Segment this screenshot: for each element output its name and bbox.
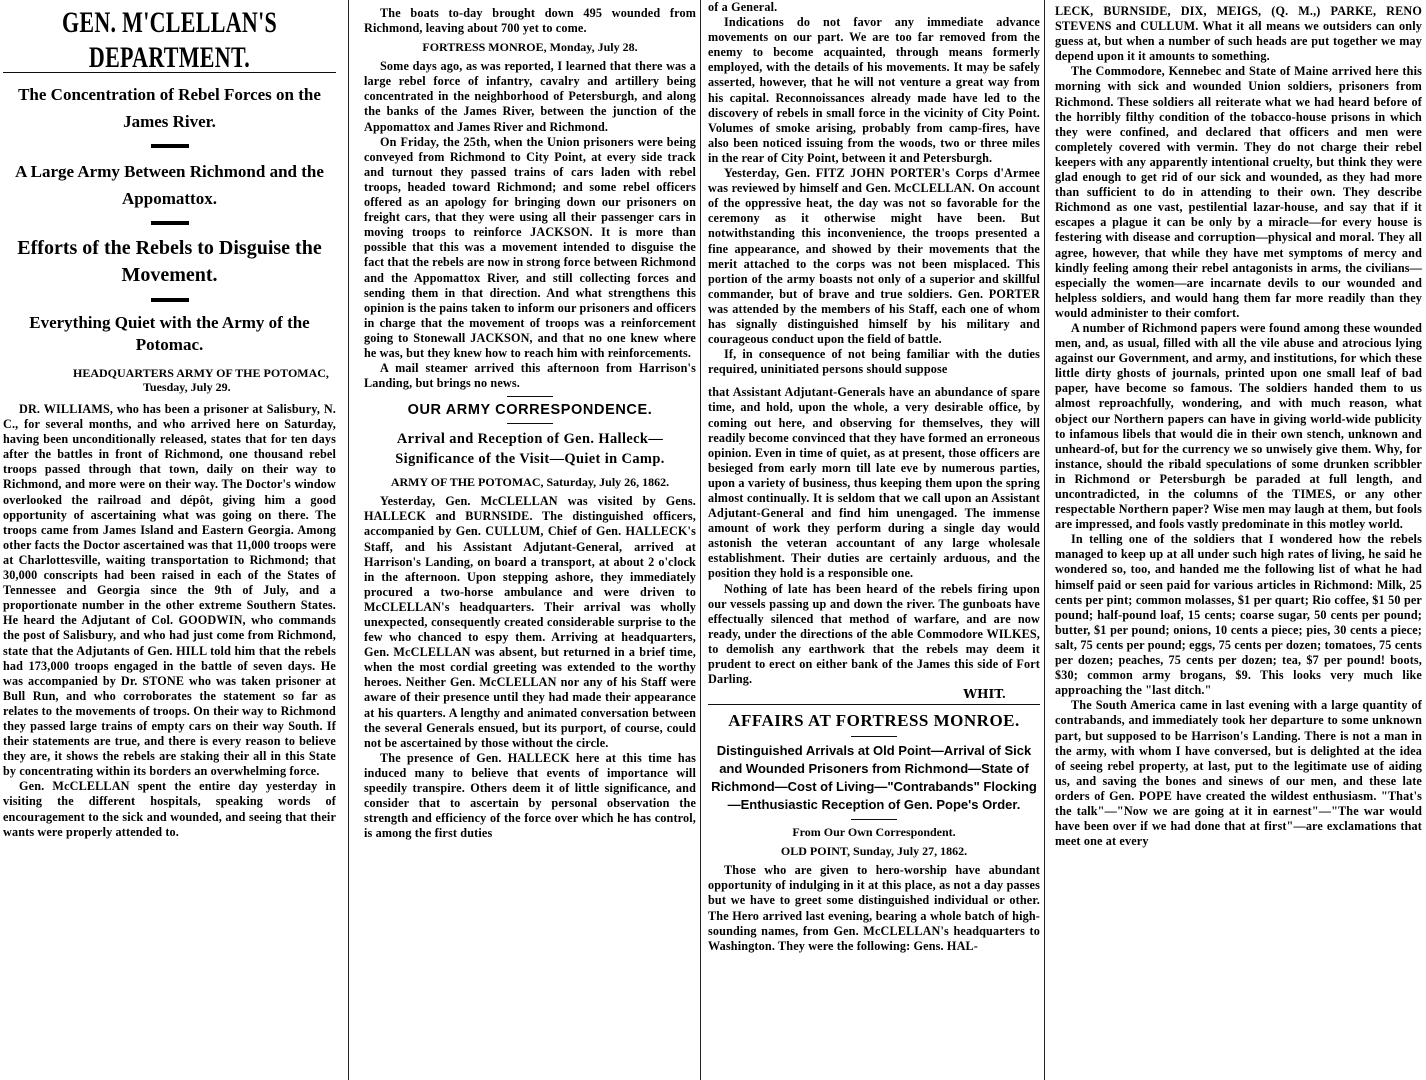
column-rule [1044,0,1045,1080]
dateline-place: HEADQUARTERS ARMY OF THE POTOMAC, [73,366,329,380]
headline-1: The Concentration of Rebel Forces on the James River. [18,85,321,131]
article-paragraph: Yesterday, Gen. FITZ JOHN PORTER's Corps d'Armee was reviewed by himself and Gen. McCLELLAN. On account of the oppressive heat, the day was not so favorable for the ceremony as it otherwise might have been. But notwithstanding this inconvenience, the troops presented a fine appearance, and showed by their movements that the merit attached to the corps was not been misplaced. This portion of the army boasts not only of a superior and skillful commander, but of brave and true soldiers. Gen. PORTER was attended by the members of his Staff, each one of whom has signally distinguished himself by his military and courageous conduct upon the field of battle. [708,166,1040,347]
headline-4: Everything Quiet with the Army of the Potomac. [29,313,310,354]
column-3 [702,0,1044,1080]
article-paragraph: The Commodore, Kennebec and State of Maine arrived here this morning with sick and wounded Union soldiers, prisoners from Richmond. These soldiers all reiterate what we had heard before of the horribly filthy condition of the tobacco-house prisons in which they were confined, and declared that officers and men were completely covered with vermin. They do not charge their rebel keepers with any apparently intentional cruelty, but think they were glad enough to get rid of our sick and wounded, as they had more than sufficient to do in attending to their own. They describe Richmond as one vast, pestilential lazar-house, and say that if it escapes a plague it can be only by a miracle—for every house is festering with disease and corruption—physical and moral. They all agree, however, that while they have met symptoms of mercy and kindly feeling among their rebel antagonists in arms, the civilians—especially the women—are incarnate devils to our wounded and helpless soldiers, and would hang them far more readily than they would administer to their comfort. [1055,64,1422,320]
column-4 [1047,0,1426,1080]
dash-divider [151,221,189,225]
article-paragraph: Those who are given to hero-worship have abundant opportunity of indulging in it at this place, as not a day passes but we have to greet some distinguished individual or other. The Hero arrived last evening, bearing a whole batch of high-sounding names, from Gen. McCLELLAN's headquarters to Washington. They were the following: Gens. HAL- [708,863,1040,953]
article-paragraph: The presence of Gen. HALLECK here at this time has induced many to believe that events of importance will speedily transpire. Others deem it of little significance, and consider that to ascertain by personal observation the strength and efficiency of the force over which he has control, is among the first duties [364,750,696,841]
article-paragraph: Some days ago, as was reported, I learned that there was a large rebel force of infantry, cavalry and artillery being concentrated in the neighborhood of Petersburgh, and along the banks of the James River, between the junction of the Appomattox and James River and Richmond. [364,59,696,134]
divider [507,396,553,397]
dateline: ARMY OF THE POTOMAC, Saturday, July 26, 1862. [390,475,670,490]
article-paragraph: that Assistant Adjutant-Generals have an abundance of spare time, and hold, upon the whole, a very desirable office, by coming out here, and observing for themselves, they will readily become convinced that they have formed an erroneous opinion. Even in time of quiet, as at present, those officers are besieged from early morn till late eve by numerous parties, upon a variety of business, thus keeping them upon the spring almost continually. It is seldom that we call upon an Assistant Adjutant-General and find him unengaged. The immense amount of work they perform during a single day would astonish the veteran accountant of any large wholesale establishment. Their duties are certainly arduous, and the position they hold is a responsible one. [708,385,1040,581]
dateline: OLD POINT, Sunday, July 27, 1862. [780,844,968,859]
byline: From Our Own Correspondent. [792,825,956,840]
article-paragraph: The boats to-day brought down 495 wounded from Richmond, leaving about 700 yet to come. [364,6,696,36]
article-paragraph: In telling one of the soldiers that I wondered how the rebels managed to keep up at all under such high rates of living, he said he wondered so, too, and handed me the following list of what he had himself paid or seen paid for various articles in Richmond: Milk, 25 cents per pint; common molasses, $1 per quart; Rio coffee, $1 50 per pound; half-pound loaf, 15 cents; coarse sugar, 50 cents per pound; butter, $1 per pound; onions, 10 cents a piece; pies, 30 cents a piece; salt, 75 cents per pound; eggs, 75 cents per dozen; tomatoes, 75 cents per dozen; peaches, 75 cents per dozen; tea, $7 per pound! boots, $30; common army brogans, $9. This looks very much like approaching the "last ditch." [1055,532,1422,698]
column-rule [348,0,349,1080]
column-1 [0,0,340,1080]
article-paragraph: On Friday, the 25th, when the Union prisoners were being conveyed from Richmond to City Point, at every side track and turnout they passed trains of cars laden with rebel troops, headed toward Richmond; and some rebel officers offered as an apology for bringing down our prisoners on freight cars, that they were using all their passenger cars in moving troops to reinforce JACKSON. It is more than possible that this was a movement intended to disguise the fact that the rebels are now in strong force between Richmond and the Appomattox River, and still collecting forces and sending them in that direction. And what strengthens this opinion is the pains taken to inform our prisoners and officers in charge that the movement of troops was a reinforcement going to Stonewall JACKSON, and that no one knew where he was, but they knew how to reach him with reinforcements. [364,134,696,360]
divider [507,423,553,424]
divider [851,736,897,737]
signature: WHIT. [963,687,1006,702]
clipping-gap [708,377,1040,385]
dash-divider [151,144,189,148]
article-paragraph: The South America came in last evening with a large quantity of contrabands, and immediately took her departure to some unknown part, but supposed to be Harrison's Landing. There is not a man in the army, with whom I have conversed, but is delighted at the idea of seeing rebel property, at last, put to the legitimate use of aiding us, and saving the bones and sinews of our men, and these late orders of Gen. POPE have created the wildest enthusiasm. "That's the talk"—"Now we are going at it in earnest"—"The war would have been over if we had done that at first"—are exclamations that meet one at every [1055,698,1422,849]
dateline: FORTRESS MONROE, Monday, July 28. [422,40,638,55]
article-paragraph: Yesterday, Gen. McCLELLAN was visited by Gens. HALLECK and BURNSIDE. The distinguished officers, accompanied by Gen. CULLUM, Chief of Gen. HALLECK's Staff, and his Assistant Adjutant-General, arrived at Harrison's Landing, on board a transport, at about 2 o'clock in the afternoon. Upon stepping ashore, they immediately procured a two-horse ambulance and were driven to McCLELLAN's headquarters. Their arrival was wholly unexpected, consequently created considerable surprise to the few who chanced to espy them. Arriving at headquarters, Gen. McCLELLAN was absent, but returned in a brief time, when the most cordial greeting was extended to the worthy heroes. Neither Gen. McCLELLAN nor any of his Staff were aware of their presence until they had made their appearance at his quarters. A lengthy and animated conversation between the several Generals ensued, but its purport, of course, could not be ascertained by those without the circle. [364,494,696,750]
article-paragraph: LECK, BURNSIDE, DIX, MEIGS, (Q. M.,) PARKE, RENO STEVENS and CULLUM. What it all means we outsiders can only guess at, but when a number of such heads are put together we may depend upon it it amounts to something. [1055,4,1422,64]
article-paragraph: A number of Richmond papers were found among these wounded men, and, as usual, filled with all the vile abuse and atrocious lying against our Government, and army, and institutions, for which these little dirty ghosts of journals, printed upon one small leaf of bad paper, have become so famous. The soldiers handed them to us almost reproachfully, wondering, and with much reason, what object our Northern papers can have in giving world-wide publicity to infamous libels that would die in their own stench, unknown and unheard-of, but for the currency we so unwisely give them. Why, for instance, should the ribald speculations of some drunken scribbler in Richmond or Petersburgh be paraded at full length, and uncontradicted, in the columns of the TIMES, or any other respectable Northern paper? Wise men may laugh at them, but fools are impressed, and fools vastly predominate in this motley world. [1055,320,1422,532]
article-paragraph: If, in consequence of not being familiar with the duties required, uninitiated persons should suppose [708,347,1040,377]
divider [708,704,1040,705]
masthead: GEN. M'CLELLAN'S DEPARTMENT. [61,4,278,74]
section-title: AFFAIRS AT FORTRESS MONROE. [728,711,1020,731]
headline-2: A Large Army Between Richmond and the Appomattox. [15,162,324,208]
article-paragraph: of a General. [708,0,778,14]
article-paragraph: Nothing of late has been heard of the rebels firing upon our vessels passing up and down the river. The gunboats have effectually silenced that method of warfare, and are now ready, under the directions of the able Commodore WILKES, to demolish any earthwork that the rebels may deem it prudent to erect on either bank of the James this side of Fort Darling. [708,581,1040,687]
dateline [73,366,336,394]
dash-divider [151,298,189,302]
column-2 [354,0,700,1080]
column-rule [700,0,701,1080]
article-paragraph: Indications do not favor any immediate advance movements on our part. We are too far removed from the enemy to become acquainted, through means formerly employed, with the details of his movements. It may be safely asserted, however, that he will not venture a great way from his capital. Reconnoissances already made have led to the discovery of rebels in small force in the vicinity of City Point. Volumes of smoke arising, probably from camp-fires, have also been noticed issuing from the woods, two or three miles in the rear of City Point, between it and Petersburgh. [708,15,1040,165]
article-paragraph: Gen. McCLELLAN spent the entire day yesterday in visiting the different hospitals, speaking words of encouragement to the sick and wounded, and seeing that their wants were properly attended to. [3,779,336,839]
divider [851,819,897,820]
article-paragraph: DR. WILLIAMS, who has been a prisoner at Salisbury, N. C., for several months, and who arrived here on Saturday, having been unconditionally released, states that for ten days after the battles in front of Richmond, one thousand rebel troops passed through that town, daily on their way to Richmond, and more were on their way. The Doctor's window overlooked the railroad and dépôt, giving him a good opportunity of ascertaining what was going on there. The troops came from James Island and Eastern Georgia. Among other facts the Doctor ascertained was that 11,000 troops were at Charlottesville, waiting transportation to Richmond; that 30,000 conscripts had been raised in each of the States of Tennessee and Georgia since the 9th of July, and a proportionate number in the other extreme Southern States. He heard the Adjutant of Col. GOODWIN, who commands the post of Salisbury, and who had just come from Richmond, state that the Adjutants of Gen. HILL told him that the rebels had 173,000 troops engaged in the battle of seven days. He was accompanied by Dr. STONE who was taken prisoner at Bull Run, and who corroborates the statement so far as relates to the movements of troops. On their way to Richmond they passed large trains of empty cars on their way South. If their statements are true, and there is every reason to believe they are, it shows the rebels are staking their all in this State by concentrating within its borders an overwhelming force. [3,402,336,779]
article-paragraph: A mail steamer arrived this afternoon from Harrison's Landing, but brings no news. [364,361,696,391]
section-title: OUR ARMY CORRESPONDENCE. [407,402,653,419]
sub-headline: Distinguished Arrivals at Old Point—Arrival of Sick and Wounded Prisoners from Richmond—State of Richmond—Cost of Living—"Contrabands" Flocking—Enthusiastic Reception of Gen. Pope's Order. [711,743,1037,813]
dateline-date: Tuesday, July 29. [143,380,231,394]
sub-headline: Arrival and Reception of Gen. Halleck—Significance of the Visit—Quiet in Camp. [395,431,665,468]
headline-3: Efforts of the Rebels to Disguise the Movement. [17,237,322,286]
